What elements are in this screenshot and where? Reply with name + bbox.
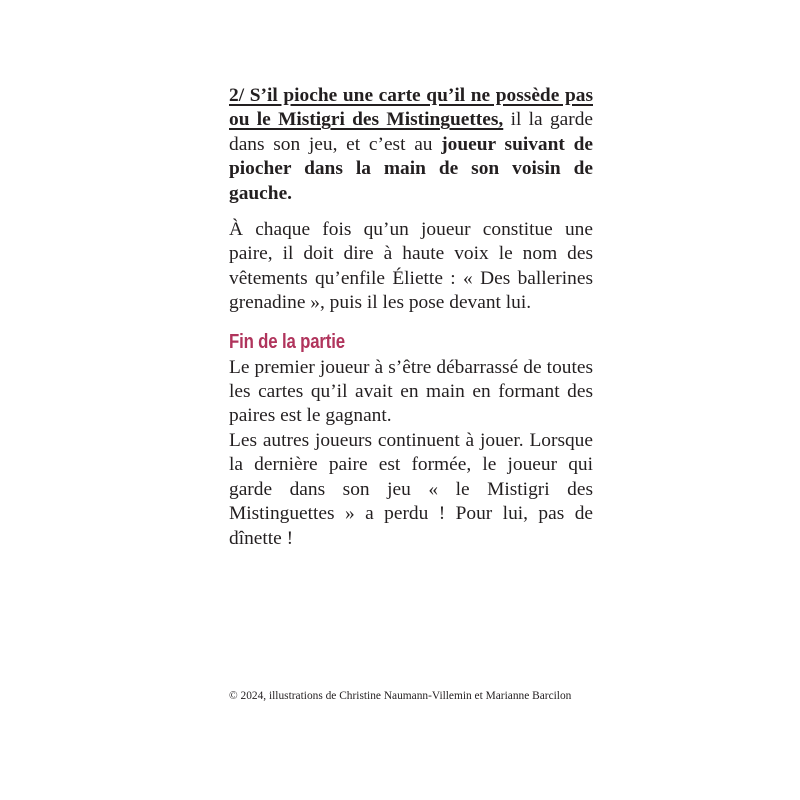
rules-text-block [229,84,593,551]
rule-paragraph [229,84,593,206]
pair-paragraph: À chaque fois qu’un joueur constitue une paire, il doit dire à haute voix le nom des vêtements qu’enfile Éliette : « Des ballerines grenadine », puis il les pose devant lui. [229,219,593,314]
copyright-footer: © 2024, illustrations de Christine Naumann-Villemin et Marianne Barcilon [229,690,572,702]
rule-bold-text: joueur suivant de piocher dans la main de son voisin de gauche. [229,133,593,204]
end-paragraph-loser: Les autres joueurs continuent à jouer. Lorsque la dernière paire est formée, le joueur qui garde dans son jeu « le Mistigri des Mistinguettes » a perdu ! Pour lui, pas de dînette ! [229,429,593,549]
rule-intro-underlined: 2/ S’il pioche une carte qu’il ne possède pas ou le Mistigri des Mistinguettes, [229,85,593,131]
section-title-end-of-game: Fin de la partie [229,330,345,353]
end-paragraph-winner: Le premier joueur à s’être débarrassé de toutes les cartes qu’il avait en main en formant des paires est le gagnant. [229,356,593,427]
rule-mid-text: il la garde dans son jeu, et c’est au [229,109,594,155]
